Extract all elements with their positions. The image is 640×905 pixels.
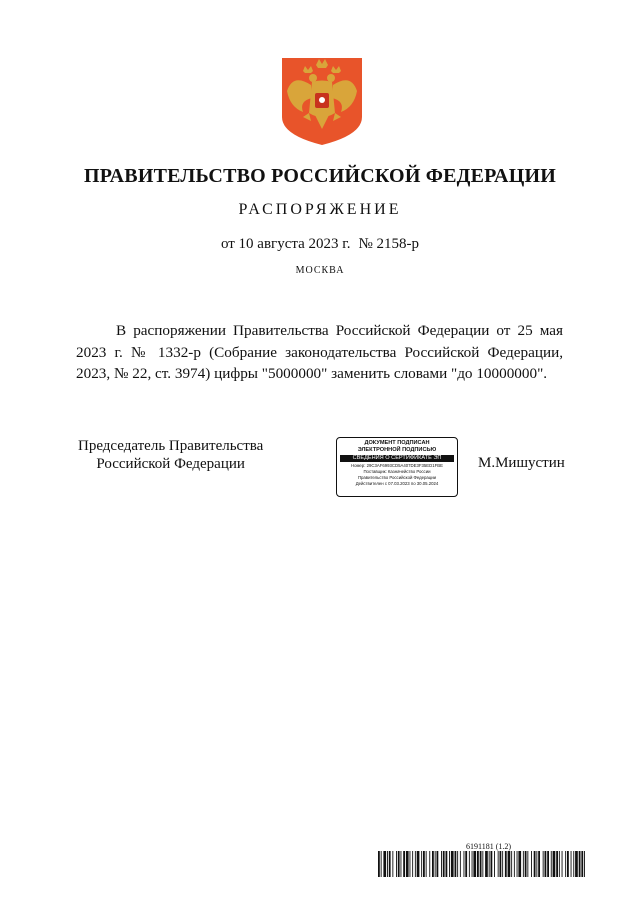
- document-number: № 2158-р: [358, 236, 420, 252]
- barcode: [378, 851, 586, 877]
- stamp-serial: Номер: 29C3AF6993CD5A407DE3F35ED1FBE: [350, 463, 444, 468]
- city: МОСКВА: [295, 265, 345, 276]
- stamp-owner: Правительство Российской Федерации: [357, 475, 437, 480]
- document-date-line: [0, 236, 640, 253]
- government-title: ПРАВИТЕЛЬСТВО РОССИЙСКОЙ ФЕДЕРАЦИИ: [84, 165, 556, 187]
- electronic-signature-stamp: [336, 437, 458, 497]
- barcode-number: 6191181 (1.2): [466, 842, 512, 851]
- signer-name: М.Мишустин: [478, 455, 565, 471]
- russian-coat-of-arms-icon: [279, 55, 365, 147]
- stamp-line1: ДОКУМЕНТ ПОДПИСАН: [364, 440, 430, 446]
- stamp-supplier: Поставщик: Казначейство России: [363, 469, 431, 474]
- signer-title-line2: Российской Федерации: [96, 456, 245, 472]
- stamp-line2: ЭЛЕКТРОННОЙ ПОДПИСЬЮ: [357, 447, 437, 453]
- stamp-validity: Действителен с 07.03.2023 по 30.05.2024: [355, 481, 439, 486]
- signer-title: [78, 437, 263, 473]
- stamp-header: СВЕДЕНИЯ О СЕРТИФИКАТЕ ЭП: [340, 455, 454, 462]
- document-type: РАСПОРЯЖЕНИЕ: [238, 201, 402, 218]
- signer-title-line1: Председатель Правительства: [78, 438, 264, 454]
- document-body-paragraph: В распоряжении Правительства Российской Федерации от 25 мая 2023 г. № 1332-р (Собрание законодательства Российской Федерации, 2023, № 22, ст. 3974) цифры "5000000" заменить словами "до 10000000".: [76, 322, 563, 382]
- document-date: от 10 августа 2023 г.: [220, 236, 351, 252]
